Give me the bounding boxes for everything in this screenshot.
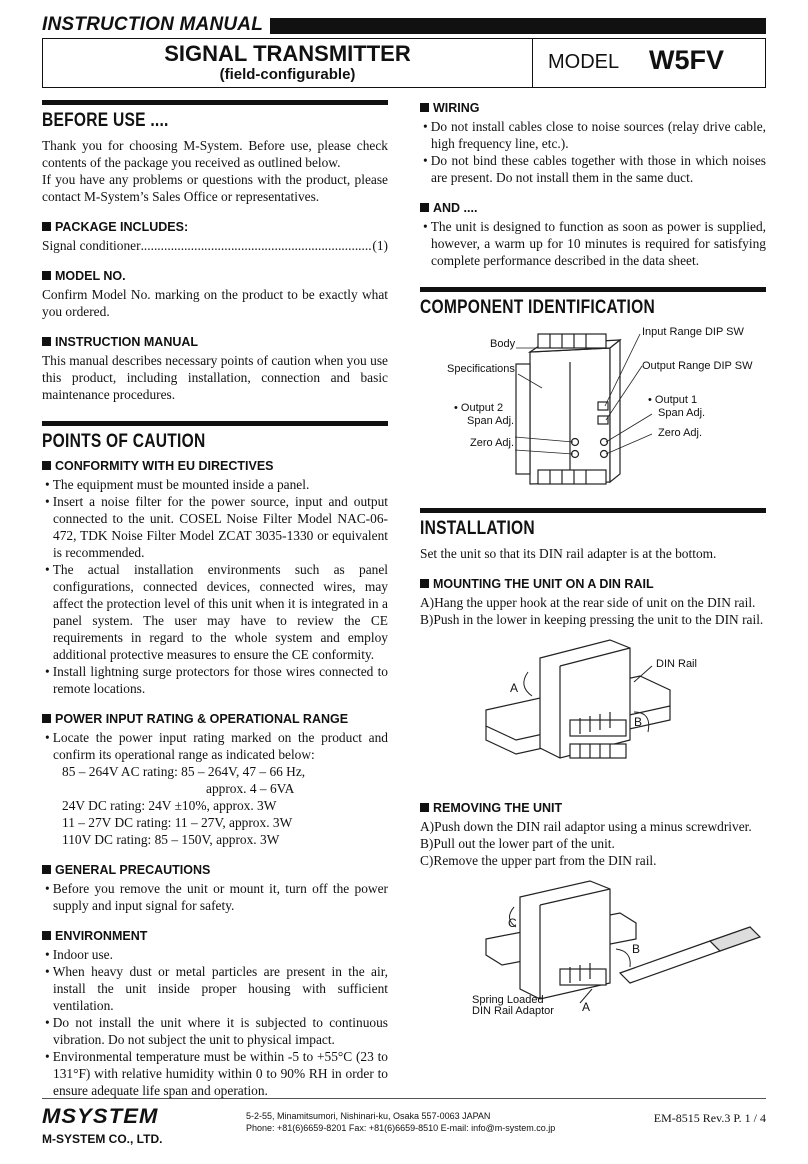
list-item: • Environmental temperature must be within -5 to +55°C (23 to 131°F) with relative humidity within 0 to 90% RH in order to ensure adequate life span and operation. — [42, 1048, 388, 1099]
model-text: Confirm Model No. marking on the product to be exactly what you ordered. — [42, 287, 388, 319]
label-output2: • Output 2 — [454, 402, 504, 414]
mounting-drawing — [420, 636, 766, 786]
square-bullet-icon — [42, 337, 51, 346]
remove-heading: REMOVING THE UNIT — [420, 800, 766, 816]
list-item: • Locate the power input rating marked on the product and confirm its operational range as indicated below: — [42, 729, 388, 763]
document-number: EM-8515 Rev.3 P. 1 / 4 — [653, 1111, 766, 1125]
step-item: B)Pull out the lower part of the unit. — [420, 836, 615, 851]
model-value: W5FV — [649, 45, 725, 75]
installation-title: INSTALLATION — [420, 518, 535, 539]
label-b: B — [634, 715, 643, 729]
env-list — [42, 946, 388, 1099]
before-use-title: BEFORE USE .... — [42, 110, 169, 131]
power-line: 11 – 27V DC rating: 11 – 27V, approx. 3W — [62, 815, 293, 830]
square-bullet-icon — [42, 865, 51, 874]
installation-intro: Set the unit so that its DIN rail adapter is at the bottom. — [420, 546, 717, 561]
list-item: • The actual installation environments such as panel configurations, connected devices, connected wires, may affect the protection level of this unit when it is integrated in a panel system. The user may have to review the CE requirements in regard to the whole system and employ additional protective measures to ensure the CE conformity. — [42, 561, 388, 663]
manual-heading: INSTRUCTION MANUAL — [42, 334, 388, 350]
model-label: MODEL — [548, 51, 620, 73]
power-line: 85 – 264V AC rating: 85 – 264V, 47 – 66 Hz, — [62, 764, 306, 779]
section-rule — [420, 508, 766, 513]
power-heading: POWER INPUT RATING & OPERATIONAL RANGE — [42, 711, 388, 727]
caution-title: POINTS OF CAUTION — [42, 431, 206, 452]
label-specifications: Specifications — [447, 363, 515, 375]
power-list — [42, 729, 388, 763]
square-bullet-icon — [420, 803, 429, 812]
label-din-rail: DIN Rail — [656, 658, 697, 670]
square-bullet-icon — [42, 714, 51, 723]
eu-list — [42, 476, 388, 697]
wiring-heading: WIRING — [420, 100, 766, 116]
label-spring-loaded: Spring Loaded — [472, 994, 544, 1006]
and-list — [420, 218, 766, 269]
footer-rule — [42, 1098, 766, 1099]
step-item: B)Push in the lower in keeping pressing the unit to the DIN rail. — [420, 612, 764, 627]
eu-heading: CONFORMITY WITH EU DIRECTIVES — [42, 458, 388, 474]
contact-line: Phone: +81(6)6659-8201 Fax: +81(6)6659-8510 E-mail: info@m-system.co.jp — [246, 1123, 556, 1133]
company-name: M-SYSTEM CO., LTD. — [42, 1132, 163, 1146]
section-rule — [42, 100, 388, 105]
package-item-row — [42, 237, 388, 254]
list-item: • Do not install the unit where it is subjected to continuous vibration. Do not subject the unit to physical impact. — [42, 1014, 388, 1048]
left-column — [42, 100, 388, 1099]
list-item: • Before you remove the unit or mount it, turn off the power supply and input signal for safety. — [42, 880, 388, 914]
list-item: • When heavy dust or metal particles are present in the air, install the unit inside proper housing with sufficient ventilation. — [42, 963, 388, 1014]
power-line: approx. 4 – 6VA — [206, 781, 295, 796]
power-line: 110V DC rating: 85 – 150V, approx. 3W — [62, 832, 280, 847]
manual-label: INSTRUCTION MANUAL — [42, 14, 264, 35]
label-a: A — [582, 1000, 591, 1014]
component-title: COMPONENT IDENTIFICATION — [420, 297, 655, 318]
document-title: SIGNAL TRANSMITTER — [164, 41, 411, 66]
square-bullet-icon — [420, 203, 429, 212]
list-item: • Insert a noise filter for the power source, input and output connected to the unit. COSEL Noise Filter Model NAC-06-472, TDK Noise Filter Model ZCAT 3035-1330 or equivalent is recommended. — [42, 493, 388, 561]
label-a: A — [510, 681, 519, 695]
header-bar — [270, 18, 766, 34]
env-heading: ENVIRONMENT — [42, 928, 388, 944]
square-bullet-icon — [42, 222, 51, 231]
right-column — [420, 100, 766, 1019]
label-din-rail-adaptor: DIN Rail Adaptor — [472, 1005, 554, 1017]
package-heading: PACKAGE INCLUDES: — [42, 219, 388, 235]
header-box — [42, 38, 766, 88]
mount-steps — [420, 594, 766, 628]
square-bullet-icon — [420, 103, 429, 112]
label-zero-adj-right: Zero Adj. — [658, 427, 703, 439]
step-item: A)Push down the DIN rail adaptor using a minus screwdriver. — [420, 819, 752, 834]
mounting-diagram — [420, 636, 766, 786]
before-use-intro2: If you have any problems or questions with the product, please contact M-System’s Sales Office or representatives. — [42, 172, 388, 204]
label-span-adj-left: Span Adj. — [467, 415, 515, 427]
title-cell — [43, 39, 533, 87]
list-item: • Do not bind these cables together with those in which noises are present. Do not install them in the same duct. — [420, 152, 766, 186]
list-item: • Indoor use. — [42, 946, 388, 963]
package-item: Signal conditioner — [42, 238, 141, 253]
label-zero-adj-left: Zero Adj. — [470, 437, 515, 449]
component-diagram — [420, 324, 766, 492]
and-heading: AND .... — [420, 200, 766, 216]
address-line: 5-2-55, Minamitsumori, Nishinari-ku, Osaka 557-0063 JAPAN — [246, 1111, 491, 1121]
wiring-list — [420, 118, 766, 186]
general-list — [42, 880, 388, 914]
label-b: B — [632, 942, 641, 956]
company-address — [246, 1110, 555, 1134]
manual-text: This manual describes necessary points of caution when you use this product, including installation, connection and basic maintenance procedures. — [42, 353, 388, 402]
general-heading: GENERAL PRECAUTIONS — [42, 862, 388, 878]
label-span-adj-right: Span Adj. — [658, 407, 706, 419]
section-rule — [420, 287, 766, 292]
mount-heading: MOUNTING THE UNIT ON A DIN RAIL — [420, 576, 766, 592]
company-logo: MSYSTEM — [42, 1105, 159, 1128]
remove-steps — [420, 818, 766, 869]
label-input-dip: Input Range DIP SW — [642, 326, 744, 338]
model-heading: MODEL NO. — [42, 268, 388, 284]
list-item: • The unit is designed to function as soon as power is supplied, however, a warm up for 10 minutes is required for satisfying complete performance described in the data sheet. — [420, 218, 766, 269]
square-bullet-icon — [42, 931, 51, 940]
removing-diagram — [420, 879, 766, 1019]
list-item: • Install lightning surge protectors for those wires connected to remote locations. — [42, 663, 388, 697]
label-output1: • Output 1 — [648, 394, 698, 406]
power-line: 24V DC rating: 24V ±10%, approx. 3W — [62, 798, 277, 813]
square-bullet-icon — [42, 271, 51, 280]
package-qty: (1) — [372, 238, 388, 253]
before-use-intro: Thank you for choosing M-System. Before use, please check contents of the package you received as outlined below. — [42, 138, 388, 170]
list-item: • The equipment must be mounted inside a panel. — [42, 476, 388, 493]
label-c: C — [508, 916, 517, 930]
leader-dots — [141, 237, 373, 254]
section-rule — [42, 421, 388, 426]
list-item: • Do not install cables close to noise sources (relay drive cable, high frequency line, etc.). — [420, 118, 766, 152]
document-subtitle: (field-configurable) — [219, 66, 356, 83]
label-body: Body — [490, 338, 516, 350]
square-bullet-icon — [420, 579, 429, 588]
label-output-dip: Output Range DIP SW — [642, 360, 753, 372]
step-item: A)Hang the upper hook at the rear side of unit on the DIN rail. — [420, 595, 756, 610]
square-bullet-icon — [42, 461, 51, 470]
step-item: C)Remove the upper part from the DIN rail. — [420, 853, 657, 868]
